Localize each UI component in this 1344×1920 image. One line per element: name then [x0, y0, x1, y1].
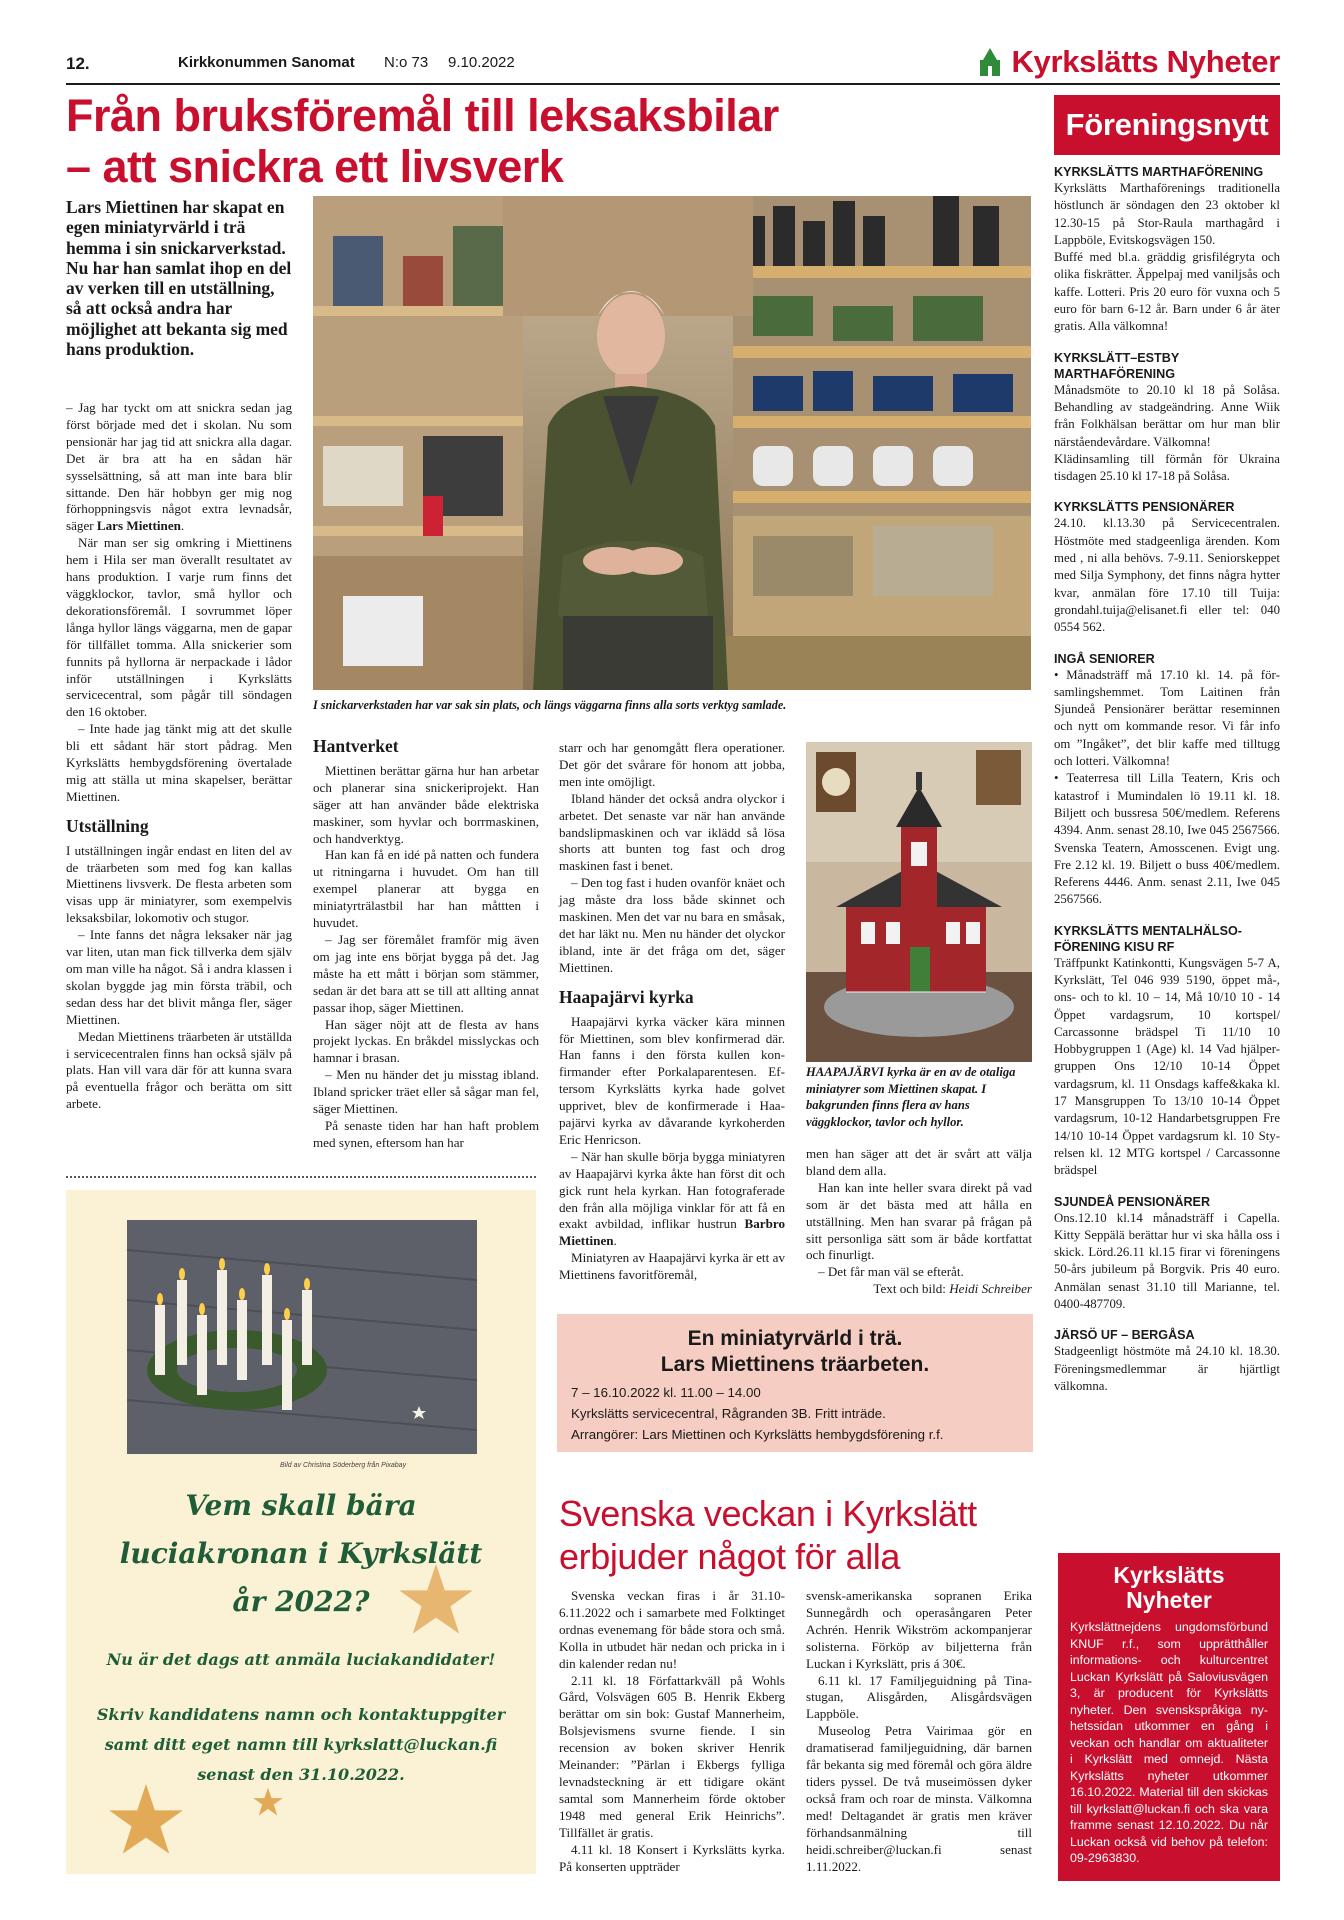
paragraph: 2.11 kl. 18 Författarkväll på Wohls Gård, Volsvägen 605 B. Henrik Ekberg berättar om sin bok: Gustaf Mannerheim, Bolsjevismens svurne fiende. I sin recension av boken skriver Henrik Meinander: ”Pärlan i Ekbergs fylliga levnadsteckning är ett tidigare okänt samtal som Mannerheim förde oktober 1948 med general Erik Heinrichs”. Tillfället är gratis. [559, 1672, 785, 1840]
headline-line-2: – att snickra ett livsverk [66, 141, 564, 192]
subheading: Haapajärvi kyrka [559, 986, 694, 1007]
paragraph: Han säger nöjt att de flesta av hans projekt lyckas. En bråkdel misslyckas och hamnar i brasan. [313, 1016, 539, 1066]
person-name: Barbro Miettinen [559, 1216, 785, 1249]
paragraph [559, 1149, 785, 1250]
question-line-3: år 2022? [232, 1585, 370, 1618]
paragraph: – Jag ser föremålet framför mig även om jag inte ens börjat bygga på det. Jag måste ha ett mått i början som stämmer, sedan är det bara att se till att allting annat passar ihop, säger Miettinen. [313, 931, 539, 1015]
church-photo-caption: HAAPAJÄRVI kyrka är en av de otaliga miniatyrer som Miettinen skapat. I bakgrunden finns flera av hans väggklockor, tavlor och hyllor. [806, 1065, 1016, 1129]
headline-line-2: erbjuder något för alla [559, 1536, 901, 1577]
star-icon [106, 1780, 186, 1860]
association-notice [1054, 499, 1280, 636]
paragraph: – Inte fanns det några leksaker när jag var liten, utan man fick tillverka dem själv om man ville ha något. Så i andra klassen i skolan byggde jag min första träbil, och sedan dess har det blivit många fler, säger Miettinen. [66, 927, 292, 1027]
issue-date: 9.10.2022 [448, 54, 515, 71]
issue-number: N:o 73 [384, 54, 429, 71]
paragraph: Miettinen berättar gärna hur han arbetar och planerar sina snickeriprojekt. Han säger att han använder både elektriska maskiner, som hyvlar och borrmaskinen, och handverktyg. [313, 762, 539, 846]
advent-candles-photo [127, 1220, 477, 1454]
paragraph: Miniatyren av Haapajärvi kyrka är ett av Miettinens favoritföremål, [559, 1250, 785, 1283]
text: – Jag har tyckt om att snickra sedan jag först började med det i skolan. Nu som pensionär har jag tid att snickra alla dagar. Det är bra att ha en sådan här sysselsättning, så att man inte bara blir sittande. Den här hobbyn ger mig nog förhoppningsvis något extra levnadsår, säger [66, 400, 292, 534]
instruction-line-2: samt ditt eget namn till kyrkslatt@luckan.fi [104, 1735, 498, 1754]
svenska-veckan-headline [559, 1492, 1039, 1578]
paragraph: Ibland händer det också andra olyckor i arbetet. Det senaste var när han använde bandslipmaskinen och var iklädd så lösa shorts att bunten tog fast och drog maskinen fast i benet. [559, 790, 785, 874]
association-notice [1054, 1327, 1280, 1395]
person-name: Lars Miettinen [96, 518, 181, 534]
workshop-photo [313, 196, 1031, 690]
article-column-1 [66, 400, 292, 1113]
paragraph: men han säger att det är svårt att välja bland dem alla. [806, 1146, 1032, 1178]
paragraph: – Men nu händer det ju misstag ibland. Ibland spricker träet eller så sågar man fel, säger Miettinen. [313, 1067, 539, 1117]
paragraph: På senaste tiden har han haft problem med synen, eftersom han har [313, 1117, 539, 1150]
text: – När han skulle börja bygga miniatyren av Haapajärvi kyrka åkte han först dit och gick runt hela kyrkan. Han fotograferade den från alla möjliga vinklar för att få en exakt avbildad, inflikar hustrun [559, 1148, 785, 1232]
association-name: KYRKSLÄTTS PENSIONÄRER [1054, 500, 1235, 515]
workshop-photo-caption: I snickarverkstaden har var sak sin plats, och längs väggarna finns alla sorts verktyg samlade. [313, 698, 787, 712]
text: . [180, 518, 185, 534]
photo-credit: Bild av Christina Söderberg från Pixabay [280, 1462, 407, 1469]
question-line-1: Vem skall bära [185, 1489, 417, 1522]
ad-divider [66, 1176, 536, 1178]
article-lead: Lars Miettinen har skapat en egen miniatyrvärld i trä hemma i sin snickarverkstad. Nu har han samlat ihop en del av verken till en utställning, så att också andra har möjlighet att bekanta sig med hans produktion. [66, 197, 292, 360]
paragraph [66, 400, 292, 535]
lucia-question [66, 1482, 536, 1626]
author-name: Heidi Schreiber [949, 1281, 1032, 1297]
exhibition-title-2: Lars Miettinens träarbeten. [660, 1353, 930, 1376]
paragraph: 6.11 kl. 17 Familjeguidning på Tina-stugan, Alisgården, Alisgårdsvägen Lappböle. [806, 1672, 1032, 1722]
association-text: Träffpunkt Katinkontti, Kungsvägen 5-7 A, Kyrkslätt, Tel 046 939 5190, öppet må-, ons- och to kl. 10 – 14, Må 10/10 10 - 14 Öppet vardagsrum, 10 kortspel/ Carcassonne brädspel Ti 11/10 10 Hobbygruppen 1 (Age) kl. 14 Vad hjälper-gruppen Ons 12/10 10-14 Öppet vardagsrum, kl. 11 Onsdags kaffe&kaka kl. 17 Mansgruppen To 13/10 10-14 Öppet vardagsrum, 10-12 Handarbetsgruppen Fre 14/10 10-14 Öppet vardagsrum kl. 10 Styrelsen kl. 12 MTG kortspel / Carcassonne brädspel [1054, 955, 1280, 1178]
paragraph: svensk-amerikanska sopranen Erika Sunnegårdh och operasångaren Peter Achrén. Henrik Wikström ackompanjerar solisterna. Förköp av biljetterna från Luckan i Kyrkslätt, pris á 30€. [806, 1588, 1032, 1671]
foreningsnytt-list [1054, 164, 1280, 1395]
association-name: JÄRSÖ UF – BERGÅSA [1054, 1328, 1195, 1343]
paragraph: När man ser sig omkring i Miettinens hem i Hila ser man överallt resultatet av hans produktion. I varje rum finns det väggklockor, tavlor, små hyllor och dekorationsföremål. I sovrummet löper långa hyllor längs väggarna, men de gapar för tillfället tomma. Alla snickerier som funnits på hyllorna är nerpackade i lådor inför utställningen i Kyrkslätts servicecentral, som pågår till söndagen den 16 oktober. [66, 535, 292, 720]
paragraph: – Inte hade jag tänkt mig att det skulle bli ett sådant här stort pådrag. Men Kyrkslätts hembygdsförening övertalade mig att ställa ut mina skapelser, berättar Miettinen. [66, 721, 292, 804]
article-column-4 [806, 1146, 1032, 1298]
exhibition-title-1: En miniatyrvärld i trä. [687, 1327, 903, 1350]
article-column-2 [313, 738, 539, 1152]
page-header [66, 44, 1280, 82]
lucia-instructions [86, 1700, 516, 1790]
headline-line-1: Från bruksföremål till leksaksbilar [66, 90, 779, 141]
subheading: Hantverket [313, 736, 399, 756]
association-text: Kyrkslätts Marthaförenings traditionella höstlunch är söndagen den 23 oktober kl 12.30-15 på Stor-Raula marthagård i Lappböle, Evitskogsvägen 150. Buffé med bl.a. gräddig grisfilégryta och olika fiskrätter. Äppelpaj med vaniljsås och kaffe. Lotteri. Pris 20 euro för vuxna och 5 euro för barn 6-12 år. Barn under 6 år äter gratis. Alla välkomna! [1054, 181, 1280, 334]
association-notice [1054, 923, 1280, 1180]
kyrkslatts-nyheter-info-box [1058, 1553, 1280, 1881]
brand-logo [977, 44, 1280, 80]
exhibition-location: Kyrkslätts servicecentral, Rågranden 3B. Fritt inträde. [571, 1406, 886, 1421]
byline [806, 1281, 1032, 1298]
title-line-1: Kyrkslätts [1113, 1562, 1225, 1588]
instruction-line-3: senast den 31.10.2022. [197, 1765, 405, 1784]
exhibition-info-box [557, 1314, 1033, 1452]
svenska-veckan-column-2 [806, 1588, 1032, 1875]
paragraph: Han kan inte heller svara direkt på vad som är det bästa med att hålla en utställning. Men han svarar på frågan på sitt personliga sätt som är både kortfattat och finurligt. [806, 1179, 1032, 1263]
newspaper-name: Kirkkonummen Sanomat [178, 54, 355, 71]
subheading: Utställning [66, 815, 149, 836]
association-name: KYRKSLÄTTS MENTALHÄLSOFÖRENING KISU RF [1054, 923, 1242, 954]
instruction-line-1: Skriv kandidatens namn och kontaktuppgiter [96, 1705, 506, 1724]
svenska-veckan-column-1 [559, 1588, 785, 1875]
question-line-2: luciakronan i Kyrkslätt [119, 1537, 483, 1570]
lucia-advertisement [66, 1190, 536, 1874]
star-icon [252, 1786, 284, 1818]
title-line-2: Nyheter [1126, 1587, 1212, 1613]
association-notice [1054, 1194, 1280, 1314]
paragraph: I utställningen ingår endast en liten del av de träarbeten som med fog kan kallas Miettinens livsverk. De flesta arbeten som visas upp är miniatyrer, som exempelvis leksaksbilar, lokomotiv och stugor. [66, 842, 292, 926]
paragraph: – Den tog fast i huden ovanför knäet och jag måste dra loss både skinnet och maskinen. Men det var nu bara en småsak, det har läkt nu. Men nu händer det olyckor ibland, inte är det fråga om det, säger Miettinen. [559, 875, 785, 975]
paragraph: starr och har genomgått flera operationer. Det gör det svårare för honom att jobba, men inte omöjligt. [559, 740, 785, 789]
association-name: INGÅ SENIORER [1054, 651, 1155, 666]
paragraph: 4.11 kl. 18 Konsert i Kyrkslätts kyrka. På konserten uppträder [559, 1841, 785, 1874]
association-name: KYRKSLÄTT–ESTBY MARTHAFÖRENING [1054, 350, 1180, 381]
association-name: SJUNDEÅ PENSIONÄRER [1054, 1194, 1211, 1209]
church-miniature-photo [806, 742, 1032, 1062]
page-number: 12. [66, 54, 90, 73]
brand-name: Kyrkslätts Nyheter [1011, 44, 1280, 79]
article-column-3 [559, 740, 785, 1284]
church-icon [977, 48, 1003, 76]
association-notice [1054, 350, 1280, 486]
paragraph: Han kan få en idé på natten och fundera ut ritningarna i huvudet. Om han till exempel planerar att bygga en miniatyrträlastbil har han måttten i huvudet. [313, 847, 539, 931]
association-name: KYRKSLÄTTS MARTHAFÖRENING [1054, 165, 1264, 179]
byline-label: Text och bild: [873, 1281, 950, 1297]
header-rule [66, 83, 1280, 85]
association-text: • Månadsträff må 17.10 kl. 14. på församlingshemmet. Tom Laitinen från Sjundeå Pensionärer berättar reseminnen och nytt om kommande resor. Vi får info om ”Ingåket”, det blir kaffe med tilltugg och lotteri. Välkomna! • Teaterresa till Lilla Teatern, Kris och katastrof i Mumindalen lö 19.11 kl. 18. Biljett och bussresa 50€/medlem. Referens 4394. Anm. senast 28.10, Iwe 045 2567566. Svenska Teatern, Amosscenen. Evigt ung. Fre 2.12 kl. 19. Biljett o buss 40€/medlem. Referens 4446. Anm. senast 2.11, Iwe 045 2567566. [1054, 667, 1280, 907]
headline-line-1: Svenska veckan i Kyrkslätt [559, 1493, 977, 1534]
association-notice [1054, 164, 1280, 336]
paragraph: – Det får man väl se efteråt. [818, 1264, 964, 1280]
text: . [613, 1233, 617, 1249]
info-box-title [1070, 1563, 1268, 1613]
info-box-text: Kyrkslättnejdens ungdomsförbund KNUF r.f., som upprätthåller informations- och kulturcentret Luckan Kyrkslätt på Saloviusvägen 3, är producent för Kyrkslätts nyheter. Den svenskspråkiga nyhetssidan utkommer en gång i veckan och handlar om aktualiteter i Kyrkslätt med omnejd. Nästa Kyrkslätts nyheter utkommer 16.10.2022. Material till den skickas till kyrkslatt@luckan.fi och ska vara framme senast 12.10.2022. Du når Luckan också vid behov på telefon: 09-2963830. [1070, 1620, 1268, 1865]
association-text: 24.10. kl.13.30 på Servicecentralen. Höstmöte med stadgeenliga ärenden. Kom med , ni alla behövs. 7-9.11. Seniorskeppet med Silja Symphony, det finns några hytter kvar, anmälan före 17.10 till Tuija: grondahl.tuija@elisanet.fi eller tel: 040 0554 562. [1054, 516, 1280, 635]
association-text: Månadsmöte to 20.10 kl 18 på Solåsa. Behandling av stadgeändring. Anne Wiik från Folkhälsan berättar om hur man blir närståendevårdare. Välkomna! Klädinsamling till förmån för Ukraina tisdagen 25.10 kl 17-18 på Solåsa. [1054, 382, 1280, 484]
paragraph: Svenska veckan firas i år 31.10-6.11.2022 och i samarbete med Folktinget ordnas evenemang för både stora och små. Kolla in utbudet här nedan och pricka in i din kalender redan nu! [559, 1588, 785, 1671]
paragraph: Haapajärvi kyrka väcker kära minnen för Miettinen, som blev konfirmerad där. Han fanns i den första kullen konfirmander efter Porkalaparentesen. Eftersom Kyrkslätts kyrka hade golvet upprivet, blev de konfirmerade i Haapajärvi kyrka av dåvarande kyrkoherden Eric Henricson. [559, 1013, 785, 1147]
association-notice [1054, 651, 1280, 909]
exhibition-organizers: Arrangörer: Lars Miettinen och Kyrkslätts hembygdsförening r.f. [571, 1427, 944, 1442]
foreningsnytt-heading: Föreningsnytt [1054, 95, 1280, 155]
paragraph: Medan Miettinens träarbeten är utställda i servicecentralen finns han också själv på plats. Han vill vara där för att kunna svara på eventuella frågor och berätta om sitt arbete. [66, 1028, 292, 1112]
lucia-call-to-action: Nu är det dags att anmäla luciakandidater! [106, 1650, 496, 1669]
association-text: Stadgeenligt höstmöte må 24.10 kl. 18.30. Föreningsmedlemmar är hjärtligt välkomna. [1054, 1344, 1280, 1393]
exhibition-dates: 7 – 16.10.2022 kl. 11.00 – 14.00 [571, 1385, 761, 1400]
association-text: Ons.12.10 kl.14 månadsträff i Capella. Kitty Seppälä berättar hur vi ska hålla oss i skick. Lörd.26.11 kl.15 firar vi föreningens 50-års jubileum på Borgvik. Pris 40 euro. Anmälan senast 31.10 till Marianne, tel. 0400-487709. [1054, 1210, 1280, 1312]
article-headline [66, 90, 1026, 192]
paragraph: Museolog Petra Vairimaa gör en dramatiserad familjeguidning, där barnen får bekanta sig med föremål och göra äldre tiders pyssel. De två museimössen dyker också fram och roar de minsta. Välkomna med! Deltagandet är gratis men kräver förhandsanmälning till heidi.schreiber@luckan.fi senast 1.11.2022. [806, 1723, 1032, 1874]
